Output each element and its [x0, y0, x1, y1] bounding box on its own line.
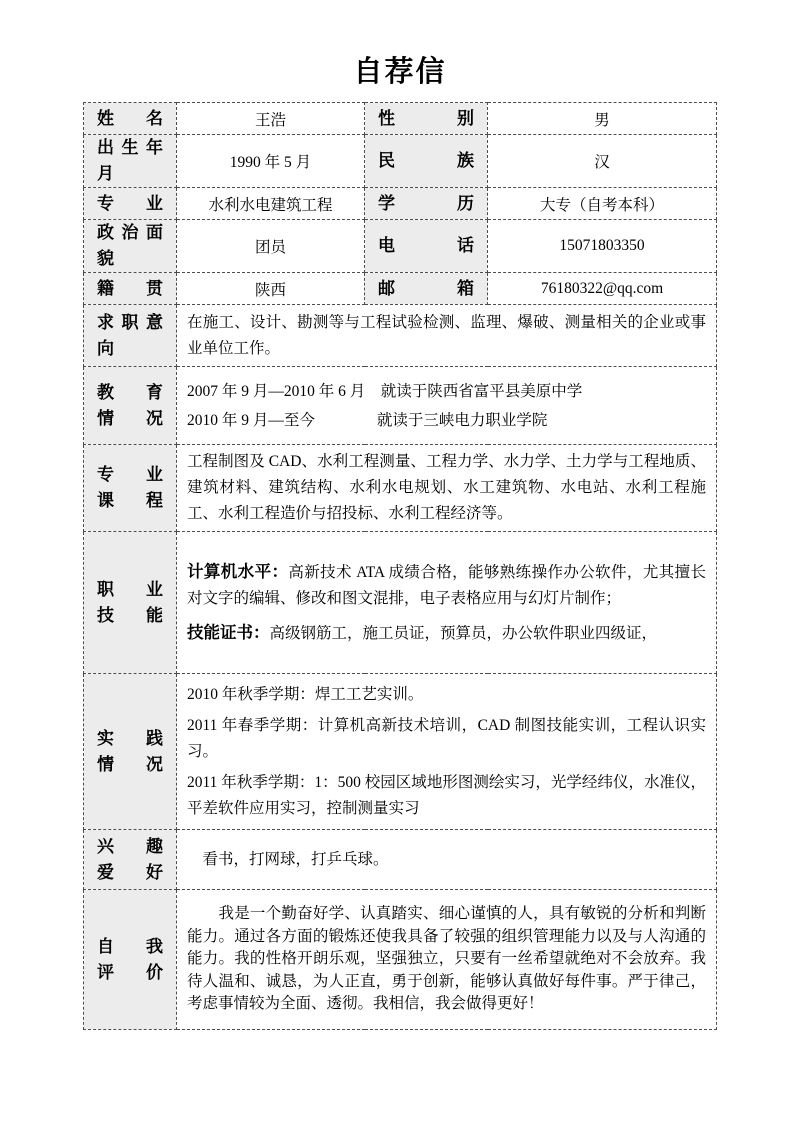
computer-skill-text: 高新技术 ATA 成绩合格，能够熟练操作办公软件，尤其擅长对文字的编辑、修改和图文混排，电子表格应用与幻灯片制作；: [187, 563, 707, 607]
table-row-skills: [84, 532, 717, 674]
skills-label-line1: 职业: [97, 579, 163, 599]
major-value: 水利水电建筑工程: [177, 188, 365, 220]
practice-entry: 2011 年秋季学期：1：500 校园区域地形图测绘实习，光学经纬仪，水准仪，平差软件应用实习，控制测量实习: [187, 773, 706, 817]
education-label-line2: 情况: [97, 408, 163, 428]
email-value: 76180322@qq.com: [488, 273, 717, 305]
political-status-label: 政治面貌: [84, 220, 177, 273]
phone-label: 电话: [365, 220, 488, 273]
computer-skill-lead: 计算机水平：: [187, 562, 289, 581]
name-value: 王浩: [177, 103, 365, 135]
self-evaluation-label-line1: 自我: [97, 936, 163, 956]
degree-label: 学历: [365, 188, 488, 220]
document-title: 自荐信: [353, 56, 447, 88]
courses-label-line1: 专业: [97, 465, 163, 484]
objective-content: 在施工、设计、勘测等与工程试验检测、监理、爆破、测量相关的企业或事业单位工作。: [177, 305, 717, 367]
skills-content: [177, 532, 717, 674]
courses-content: 工程制图及 CAD、水利工程测量、工程力学、水力学、土力学与工程地质、建筑材料、建筑结构、水利水电规划、水工建筑物、水电站、水利工程施工、水利工程造价与招投标、水利工程经济等。: [177, 445, 717, 532]
resume-table: [83, 102, 717, 1030]
education-content: [177, 367, 717, 445]
education-label: [84, 367, 177, 445]
table-row-major-degree: [84, 188, 717, 220]
table-row-name-gender: [84, 103, 717, 135]
gender-label: 性别: [365, 103, 488, 135]
self-evaluation-label-line2: 评价: [97, 962, 163, 982]
ethnicity-label: 民族: [365, 135, 488, 188]
courses-label: [84, 445, 177, 532]
practice-entry: 2011 年春季学期：计算机高新技术培训，CAD 制图技能实训，工程认识实习。: [187, 716, 706, 760]
hobbies-label-line1: 兴趣: [97, 836, 163, 856]
hobbies-label-line2: 爱好: [97, 862, 163, 882]
objective-label: 求职意向: [84, 305, 177, 367]
table-row-birth-ethnicity: [84, 135, 717, 188]
practice-label-line1: 实践: [97, 728, 163, 748]
gender-value: 男: [488, 103, 717, 135]
education-label-line1: 教育: [97, 382, 163, 402]
phone-value: 15071803350: [488, 220, 717, 273]
certificates-text: 高级钢筋工，施工员证，预算员，办公软件职业四级证，: [269, 624, 658, 642]
table-row-practice: [84, 674, 717, 830]
education-entry: 2007 年 9 月—2010 年 6 月 就读于陕西省富平县美原中学: [187, 382, 583, 400]
hobbies-label: [84, 830, 177, 890]
table-row-objective: [84, 305, 717, 367]
birthdate-value: 1990 年 5 月: [177, 135, 365, 188]
email-label: 邮箱: [365, 273, 488, 305]
hobbies-content: 看书，打网球，打乒乓球。: [177, 830, 717, 890]
self-evaluation-content: 我是一个勤奋好学、认真踏实、细心谨慎的人，具有敏锐的分析和判断能力。通过各方面的锻炼还使我具备了较强的组织管理能力以及与人沟通的能力。我的性格开朗乐观，坚强独立，只要有一丝希望就绝对不会放弃。我待人温和、诚恳，为人正直，勇于创新，能够认真做好每件事。严于律己，考虑事情较为全面、透彻。我相信，我会做得更好！: [177, 890, 717, 1030]
courses-label-line2: 课程: [97, 491, 163, 510]
table-row-courses: [84, 445, 717, 532]
hometown-value: 陕西: [177, 273, 365, 305]
practice-content: [177, 674, 717, 830]
table-row-self-evaluation: [84, 890, 717, 1030]
skills-label-line2: 技能: [97, 605, 163, 625]
certificates-lead: 技能证书：: [187, 623, 270, 642]
practice-label: [84, 674, 177, 830]
self-evaluation-label: [84, 890, 177, 1030]
table-row-hometown-email: [84, 273, 717, 305]
table-row-hobbies: [84, 830, 717, 890]
practice-label-line2: 情况: [97, 754, 163, 774]
political-status-value: 团员: [177, 220, 365, 273]
table-row-education: [84, 367, 717, 445]
birthdate-label: 出生年月: [84, 135, 177, 188]
ethnicity-value: 汉: [488, 135, 717, 188]
hometown-label: 籍贯: [84, 273, 177, 305]
skills-label: [84, 532, 177, 674]
degree-value: 大专（自考本科）: [488, 188, 717, 220]
education-entry: 2010 年 9 月—至今 就读于三峡电力职业学院: [187, 411, 548, 429]
certificates-paragraph: [187, 620, 706, 647]
practice-entry: 2010 年秋季学期：焊工工艺实训。: [187, 685, 424, 703]
table-row-political-phone: [84, 220, 717, 273]
name-label: 姓名: [84, 103, 177, 135]
major-label: 专业: [84, 188, 177, 220]
computer-skill-paragraph: [187, 559, 706, 612]
